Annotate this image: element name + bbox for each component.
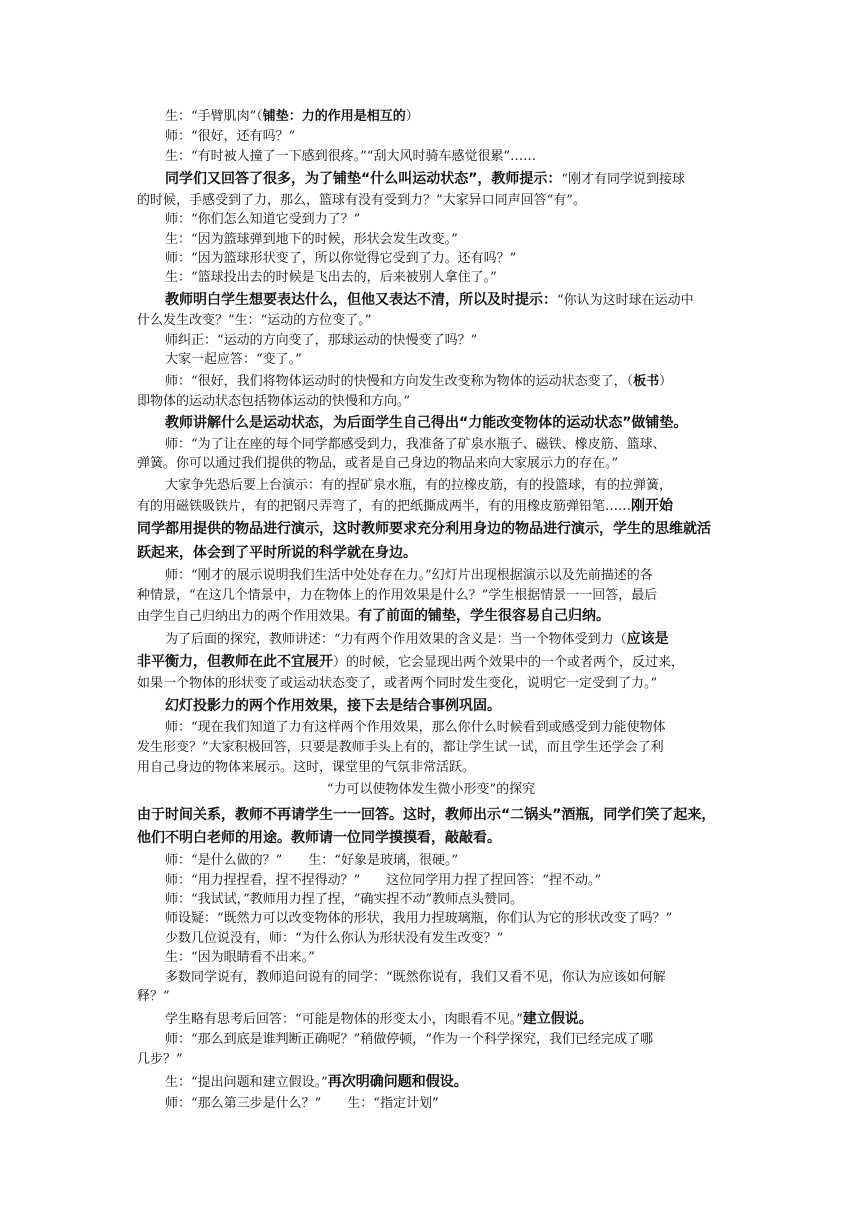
text-line: 多数同学说有，教师追问说有的同学：“既然你说有，我们又看不见，你认为应该如何解: [165, 970, 666, 985]
text-line: 师：“现在我们知道了力有这样两个作用效果，那么你什么时候看到或感受到力能使物体: [165, 720, 666, 735]
text-line: 生：“篮球投出去的时候是飞出去的，后来被别人拿住了。”: [165, 270, 497, 285]
text-line: 的时候，手感受到了力，那么，篮球有没有受到力？”大家异口同声回答“有”。: [137, 193, 586, 208]
text-line: 弹簧。你可以通过我们提供的物品，或者是自己身边的物品来向大家展示力的存在。”: [137, 456, 619, 471]
text-line: 同学们又回答了很多，为了铺垫“什么叫运动状态”，教师提示：“刚才有同学说到接球: [165, 171, 686, 187]
text-line: 学生略有思考后回答：“可能是物体的形变太小，肉眼看不见。”建立假说。: [165, 1011, 593, 1027]
text-line: 教师明白学生想要表达什么，但他又表达不清，所以及时提示：“你认为这时球在运动中: [165, 292, 694, 308]
text-line: 非平衡力，但教师在此不宜展开）的时候，它会显现出两个效果中的一个或者两个，反过来，: [137, 654, 685, 670]
text-line: 师：“刚才的展示说明我们生活中处处存在力。”幻灯片出现根据演示以及先前描述的各: [165, 568, 653, 583]
text-line: 即物体的运动状态包括物体运动的快慢和方向。”: [137, 394, 411, 409]
text-line: 师：“用力捏捏看，捏不捏得动？” 这位同学用力捏了捏回答：“捏不动。”: [165, 873, 602, 888]
text-line: 用自己身边的物体来展示。这时，课堂里的气氛非常活跃。: [137, 760, 476, 775]
text-line: 大家争先恐后要上台演示：有的捏矿泉水瓶，有的拉橡皮筋，有的投篮球，有的拉弹簧，: [165, 478, 673, 493]
text-line: 师：“为了让在座的每个同学都感受到力，我准备了矿泉水瓶子、磁铁、橡皮筋、篮球、: [165, 437, 666, 452]
text-line: 生：“提出问题和建立假设。”再次明确问题和假设。: [165, 1074, 468, 1090]
text-line: 跃起来，体会到了平时所说的科学就在身边。: [137, 545, 417, 561]
text-line: 由学生自己归纳出力的两个作用效果。有了前面的铺垫，学生很容易自己归纳。: [137, 608, 611, 624]
text-line: 几步？”: [137, 1052, 183, 1067]
text-line: 师设疑：“既然力可以改变物体的形状，我用力捏玻璃瓶，你们认为它的形状改变了吗？”: [165, 911, 673, 926]
text-line: 生：“因为篮球弹到地下的时候，形状会发生改变。”: [165, 232, 458, 247]
text-line: 如果一个物体的形状变了或运动状态变了，或者两个同时发生变化，说明它一定受到了力。”: [137, 676, 658, 691]
text-line: 生：“有时被人撞了一下感到很疼。”“刮大风时骑车感觉很累”……: [165, 149, 537, 164]
text-line: 释？”: [137, 989, 170, 1004]
text-line: 少数几位说没有，师：“为什么你认为形状没有发生改变？”: [165, 931, 504, 946]
text-line: 种情景，“在这几个情景中，力在物体上的作用效果是什么？”学生根据情景一一回答，最后: [137, 588, 658, 603]
text-line: 师：“是什么做的？” 生：“好象是玻璃，很硬。”: [165, 853, 459, 868]
text-line: 师：“你们怎么知道它受到力了？”: [165, 212, 361, 227]
text-line: 发生形变？”大家积极回答，只要是教师手头上有的，都让学生试一试，而且学生还学会了利: [137, 740, 664, 755]
text-line: 生：“因为眼睛看不出来。”: [165, 950, 315, 965]
text-line: 由于时间关系，教师不再请学生一一回答。这时，教师出示“二锅头”酒瓶，同学们笑了起来，: [137, 807, 716, 823]
text-line: 师：“很好，我们将物体运动时的快慢和方向发生改变称为物体的运动状态变了，（板书）: [165, 374, 673, 389]
text-line: 师纠正：“运动的方向变了，那球运动的快慢变了吗？”: [165, 333, 478, 348]
text-line: 他们不明白老师的用途。教师请一位同学摸摸看，敲敲看。: [137, 830, 501, 846]
text-line: 生：“手臂肌肉”（铺垫：力的作用是相互的）: [165, 109, 419, 124]
text-line: 师：“因为篮球形状变了，所以你觉得它受到了力。还有吗？”: [165, 251, 517, 266]
text-line: 教师讲解什么是运动状态，为后面学生自己得出“力能改变物体的运动状态”做铺垫。: [165, 415, 688, 431]
text-line: 同学都用提供的物品进行演示，这时教师要求充分利用身边的物品进行演示，学生的思维就活: [137, 521, 711, 537]
text-line: 师：“我试试，”教师用力捏了捏，“确实捏不动”教师点头赞同。: [165, 892, 524, 907]
text-line: 为了后面的探究，教师讲述：“力有两个作用效果的含义是：当一个物体受到力（应该是: [165, 631, 669, 647]
section-heading: “力可以使物体发生微小形变”的探究: [326, 782, 536, 797]
text-line: 师：“很好，还有吗？”: [165, 129, 296, 144]
text-line: 师：“那么第三步是什么？” 生：“指定计划”: [165, 1096, 439, 1111]
text-line: 师：“那么到底是谁判断正确呢？”稍做停顿，“作为一个科学探究，我们已经完成了哪: [165, 1032, 653, 1047]
text-line: 大家一起应答：“变了。”: [165, 352, 302, 367]
text-line: 幻灯投影力的两个作用效果，接下去是结合事例巩固。: [165, 698, 501, 714]
text-line: 有的用磁铁吸铁片，有的把钢尺弄弯了，有的把纸撕成两半，有的用橡皮筋弹铅笔……刚开始: [137, 498, 674, 514]
text-line: 什么发生改变？”生：“运动的方位变了。”: [137, 313, 372, 328]
